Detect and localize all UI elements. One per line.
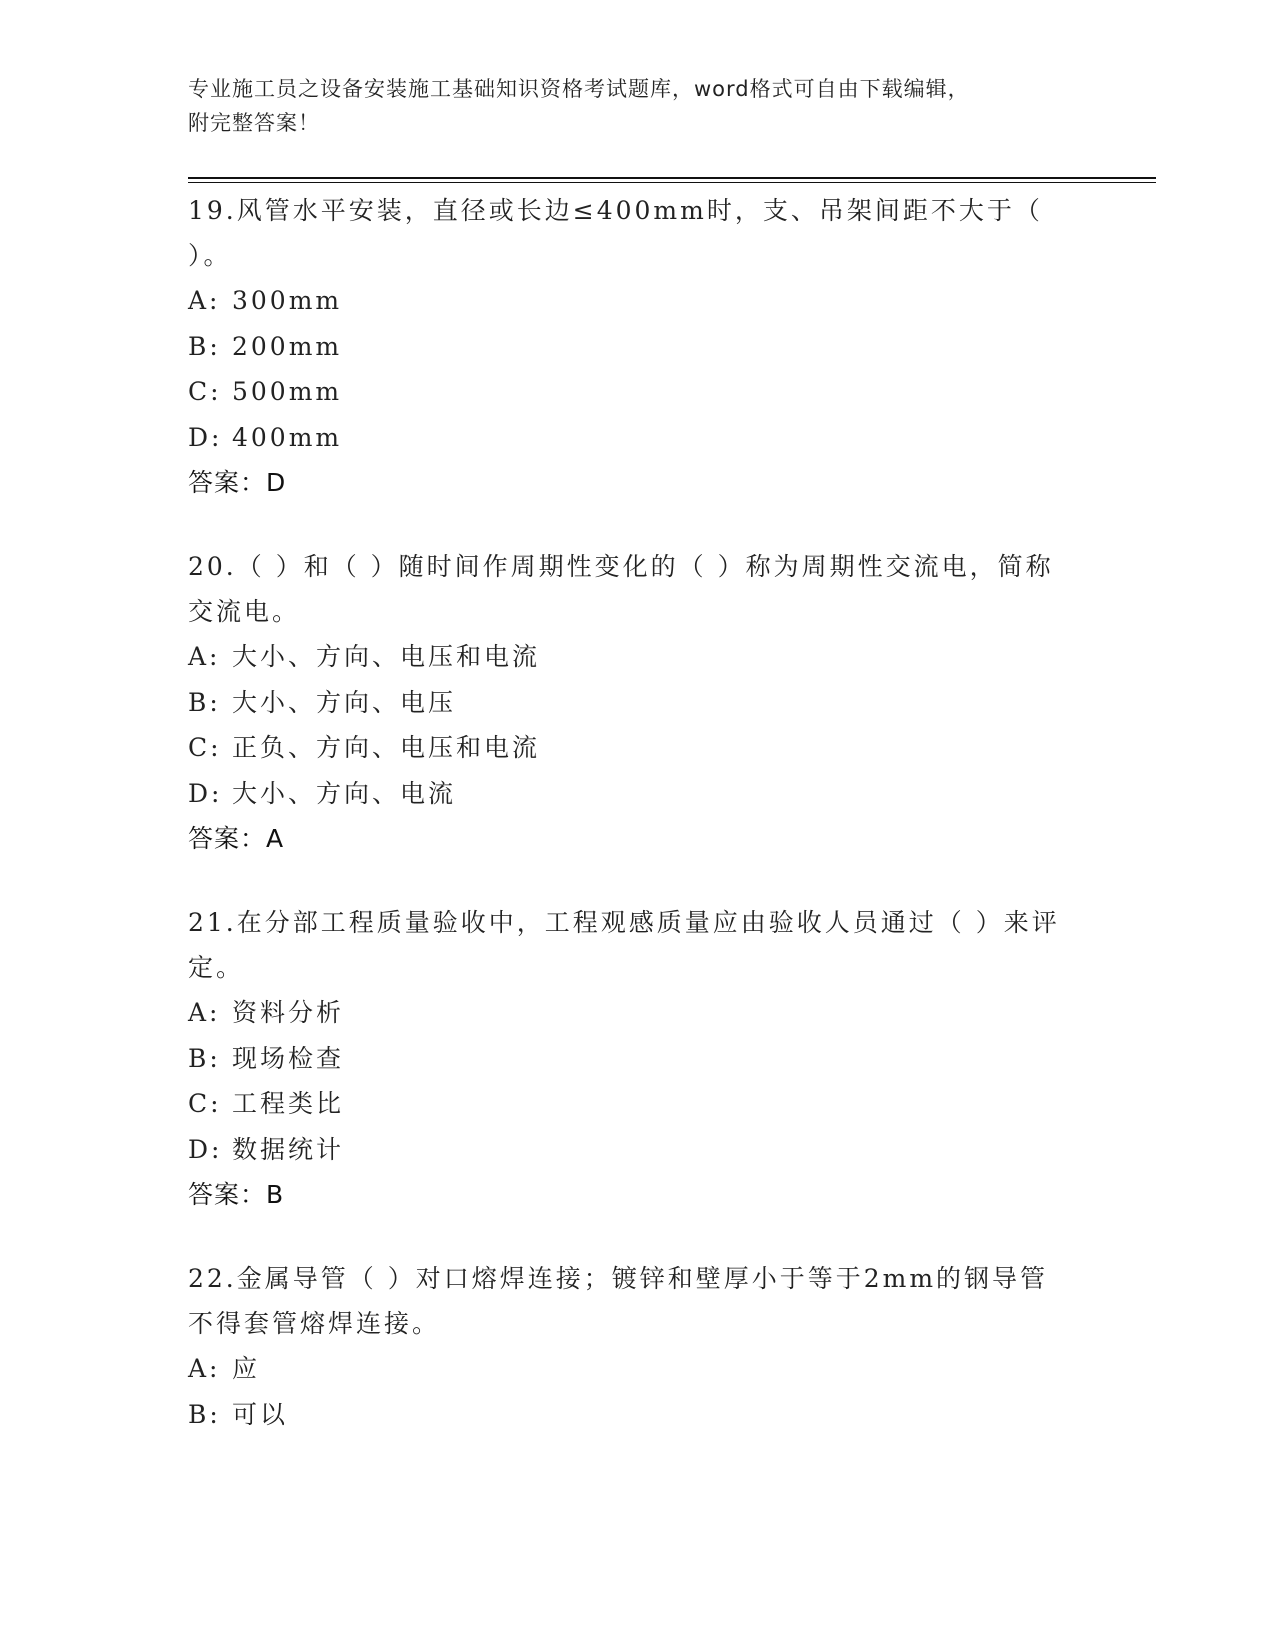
answer-line: 答案：B <box>188 1180 285 1209</box>
question-stem: 19.风管水平安装，直径或长边≤400mm时，支、吊架间距不大于（ ）。 <box>188 196 1043 270</box>
option-a <box>188 990 1068 1036</box>
option-a <box>188 634 1068 680</box>
header-divider-thin <box>188 182 1156 183</box>
question-20 <box>188 544 1068 862</box>
option-letter: D: <box>188 778 223 808</box>
option-text: 500mm <box>232 377 343 406</box>
header-subtitle-line: 附完整答案！ <box>188 111 320 135</box>
option-letter: B: <box>188 1043 221 1073</box>
option-b <box>188 1036 1068 1082</box>
option-a <box>188 278 1068 324</box>
option-text: 大小、方向、电流 <box>232 778 457 808</box>
option-text: 大小、方向、电压和电流 <box>232 642 541 671</box>
document-header <box>188 72 1068 140</box>
question-21 <box>188 900 1068 1218</box>
option-d <box>188 1127 1068 1173</box>
header-divider-thick <box>188 177 1156 179</box>
option-b <box>188 1392 1068 1438</box>
option-c <box>188 369 1068 415</box>
option-text: 工程类比 <box>232 1089 345 1118</box>
option-text: 200mm <box>232 331 343 361</box>
question-stem: 22.金属导管（ ）对口熔焊连接；镀锌和壁厚小于等于2mm的钢导管不得套管熔焊连接。 <box>188 1264 1049 1338</box>
option-text: 400mm <box>232 422 343 452</box>
option-text: 可以 <box>232 1399 289 1429</box>
option-d <box>188 771 1068 817</box>
option-c <box>188 725 1068 771</box>
option-letter: C: <box>188 733 222 762</box>
header-title-line: 专业施工员之设备安装施工基础知识资格考试题库，word格式可自由下载编辑， <box>188 77 970 101</box>
option-letter: A: <box>188 1354 221 1383</box>
option-text: 数据统计 <box>232 1134 345 1164</box>
option-letter: B: <box>188 331 221 361</box>
option-letter: B: <box>188 1399 221 1429</box>
option-letter: C: <box>188 377 222 406</box>
question-22 <box>188 1256 1068 1437</box>
question-list <box>188 188 1068 1475</box>
question-stem: 20.（ ）和（ ）随时间作周期性变化的（ ）称为周期性交流电，简称交流电。 <box>188 552 1054 626</box>
option-text: 资料分析 <box>232 998 345 1027</box>
option-text: 现场检查 <box>232 1043 345 1073</box>
option-text: 大小、方向、电压 <box>232 687 457 717</box>
answer-line: 答案：A <box>188 824 285 853</box>
question-19 <box>188 188 1068 506</box>
option-letter: B: <box>188 687 221 717</box>
option-b <box>188 680 1068 726</box>
option-letter: C: <box>188 1089 222 1118</box>
option-letter: D: <box>188 422 223 452</box>
option-text: 应 <box>232 1354 261 1383</box>
option-text: 300mm <box>232 286 343 315</box>
option-a <box>188 1346 1068 1392</box>
answer-line: 答案：D <box>188 468 287 497</box>
option-letter: D: <box>188 1134 223 1164</box>
option-letter: A: <box>188 998 221 1027</box>
option-letter: A: <box>188 286 221 315</box>
question-stem: 21.在分部工程质量验收中，工程观感质量应由验收人员通过（ ）来评定。 <box>188 908 1060 982</box>
option-text: 正负、方向、电压和电流 <box>232 733 541 762</box>
option-letter: A: <box>188 642 221 671</box>
option-b <box>188 324 1068 370</box>
option-d <box>188 415 1068 461</box>
option-c <box>188 1081 1068 1127</box>
